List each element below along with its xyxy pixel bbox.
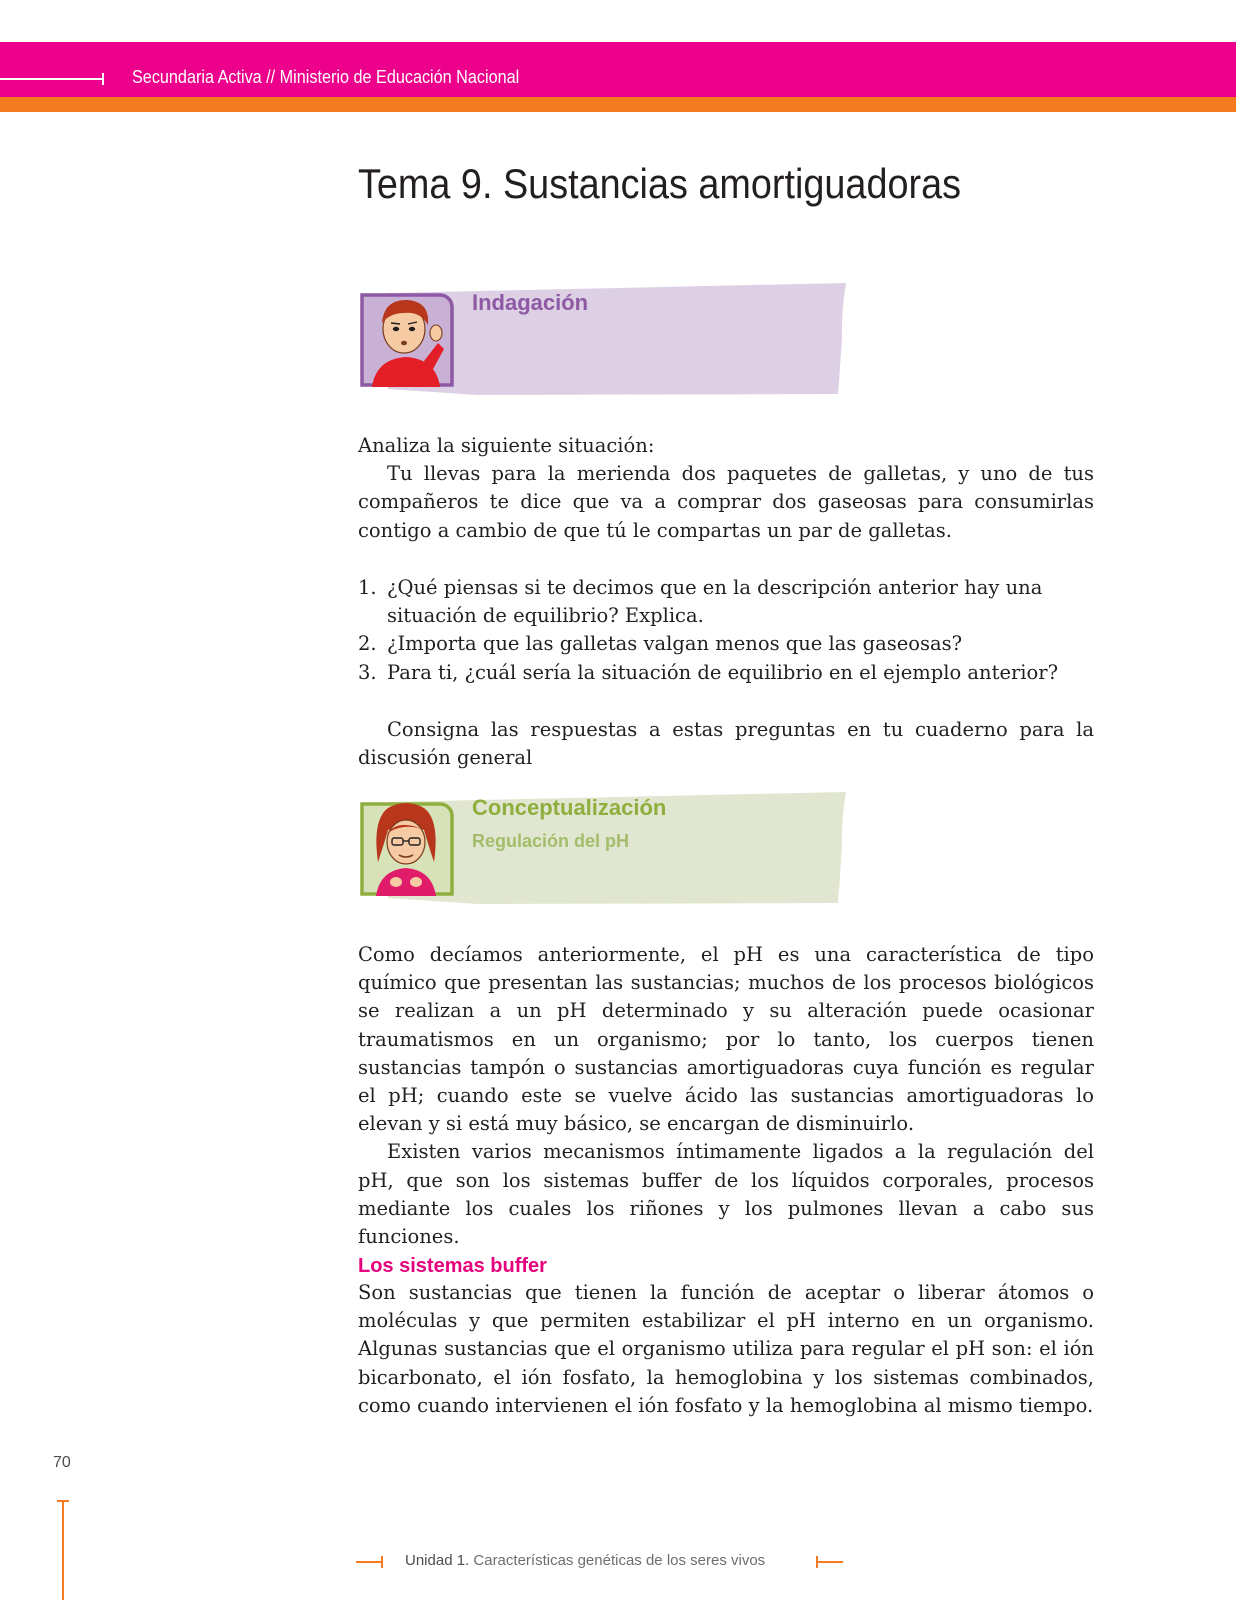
question-text: ¿Qué piensas si te decimos que en la descripción anterior hay una situación de equilibrio? Explica. (387, 576, 1043, 628)
conceptualizacion-title: Conceptualización (472, 795, 667, 820)
indagacion-instruction: Consigna las respuestas a estas preguntas en tu cuaderno para la discusión general (358, 718, 1094, 770)
buffer-heading: Los sistemas buffer (358, 1255, 547, 1277)
indagacion-banner (358, 283, 848, 398)
header-rule (0, 78, 104, 80)
conceptualizacion-subtitle: Regulación del pH (472, 831, 630, 851)
question-number: 3. (358, 660, 377, 684)
header-band-text: Secundaria Activa // Ministerio de Educación Nacional (132, 67, 520, 87)
margin-rule (62, 1500, 64, 1600)
indagacion-instruction-block (358, 716, 1094, 772)
question-item (358, 574, 1094, 630)
page-title: Tema 9. Sustancias amortiguadoras (358, 160, 962, 207)
question-text: ¿Importa que las galletas valgan menos que las gaseosas? (387, 632, 963, 656)
indagacion-questions (358, 574, 1094, 687)
buffer-body (358, 1279, 1094, 1420)
question-number: 1. (358, 576, 377, 599)
question-item (358, 630, 1094, 658)
indagacion-intro: Analiza la siguiente situación: (358, 434, 655, 457)
footer-rule-left (356, 1561, 382, 1563)
girl-with-glasses-icon (358, 800, 456, 898)
conceptualizacion-paragraph-1: Como decíamos anteriormente, el pH es una característica de tipo químico que presentan las sustancias; muchos de los procesos biológicos se realizan a un pH determinado y su alteración puede ocasionar traumatismos en un organismo; por lo tanto, los cuerpos tienen sustancias tampón o sustancias amortiguadoras cuya función es regular el pH; cuando este se vuelve ácido las sustancias amortiguadoras lo elevan y si está muy básico, se encargan de disminuirlo. (358, 943, 1094, 1136)
indagacion-title: Indagación (472, 290, 589, 315)
footer-rule-left-tick (381, 1556, 383, 1568)
conceptualizacion-paragraph-2: Existen varios mecanismos íntimamente ligados a la regulación del pH, que son los sistemas buffer de los líquidos corporales, procesos mediante los cuales los riñones y los pulmones llevan a cabo sus funciones. (358, 1140, 1094, 1249)
question-text: Para ti, ¿cuál sería la situación de equilibrio en el ejemplo anterior? (387, 660, 1059, 684)
footer-unit-label: Unidad 1. (405, 1552, 470, 1569)
page-number: 70 (53, 1454, 71, 1471)
header-stripe (0, 97, 1236, 112)
header-rule-tick (102, 73, 104, 85)
question-number: 2. (358, 632, 377, 656)
footer-rule-right (816, 1561, 843, 1563)
thinking-boy-icon (358, 291, 456, 389)
conceptualizacion-banner (358, 792, 848, 907)
footer-unit-title: Características genéticas de los seres vivos (473, 1552, 766, 1569)
question-item (358, 659, 1094, 687)
conceptualizacion-body (358, 941, 1094, 1251)
footer (405, 1551, 765, 1571)
indagacion-body (358, 432, 1094, 545)
buffer-paragraph: Son sustancias que tienen la función de aceptar o liberar átomos o moléculas y que permiten estabilizar el pH interno en un organismo. Algunas sustancias que el organismo utiliza para regular el pH son: el ión bicarbonato, el ión fosfato, la hemoglobina y los sistemas combinados, como cuando intervienen el ión fosfato y la hemoglobina al mismo tiempo. (358, 1281, 1094, 1417)
indagacion-situation: Tu llevas para la merienda dos paquetes de galletas, y uno de tus compañeros te dice que va a comprar dos gaseosas para consumirlas contigo a cambio de que tú le compartas un par de galletas. (358, 462, 1094, 542)
